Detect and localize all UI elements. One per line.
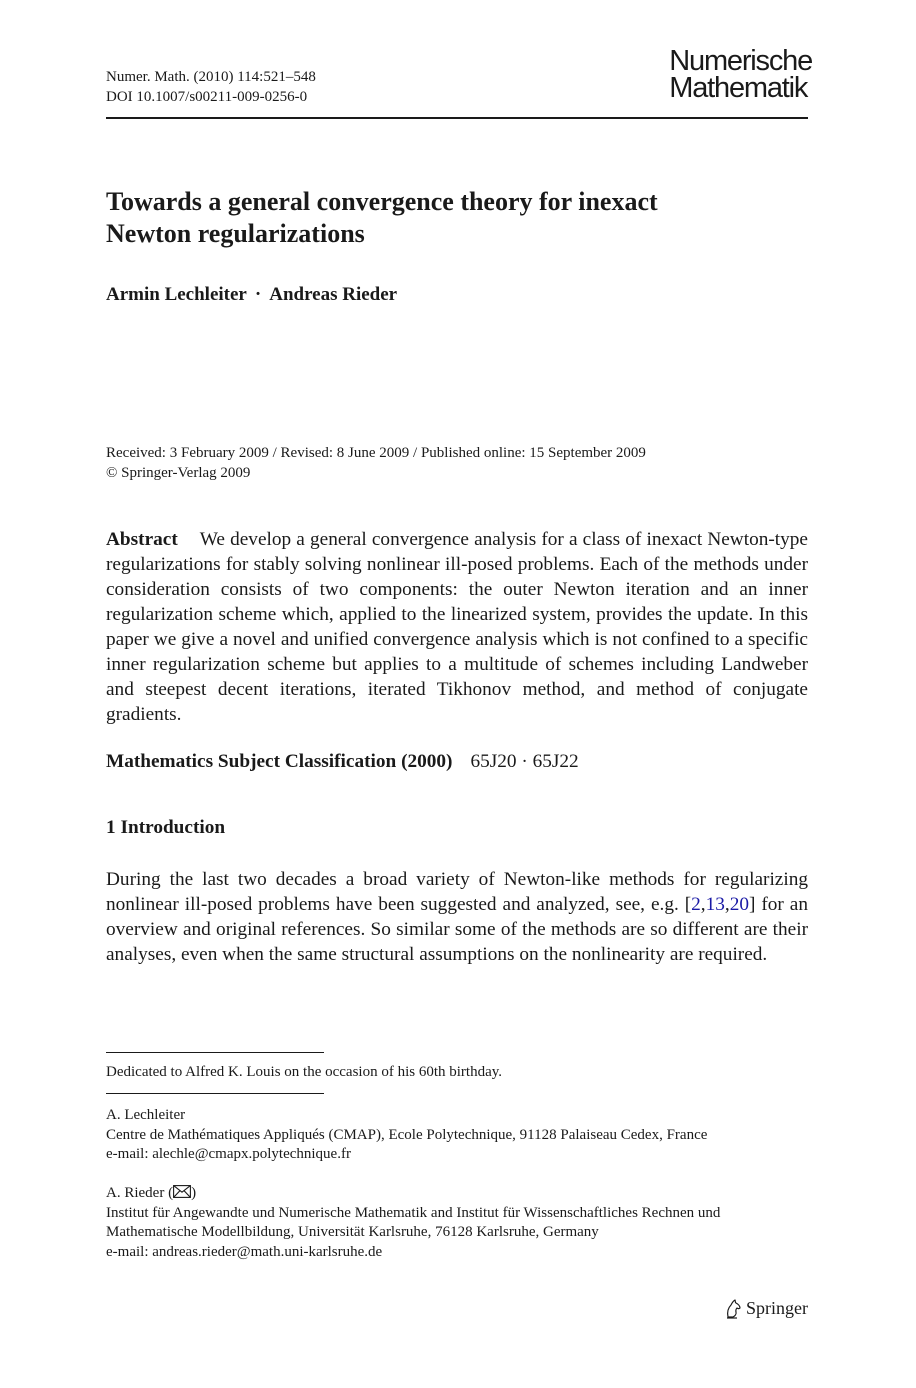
footnote-divider: [106, 1093, 324, 1094]
section-heading: 1 Introduction: [106, 817, 226, 838]
affiliation-name-close: ): [191, 1185, 197, 1201]
author-name: Armin Lechleiter: [106, 284, 247, 305]
springer-horse-icon: [724, 1299, 742, 1319]
springer-logo: [724, 1298, 808, 1319]
copyright-notice: © Springer-Verlag 2009: [106, 465, 251, 481]
citation-link[interactable]: 20: [729, 894, 750, 915]
title-line-1: Towards a general convergence theory for inexact: [106, 187, 658, 216]
abstract-text: We develop a general convergence analysis for a class of inexact Newton-type regularizations for stably solving nonlinear ill-posed problems. Each of the methods under consideration consists of two components: the outer Newton iteration and an inner regularization scheme which, applied to the linearized system, provides the update. In this paper we give a novel and unified convergence analysis which is not confined to a specific inner regularization scheme but applies to a multitude of schemes including Landweber and steepest decent iterations, iterated Tikhonov method, and method of conjugate gradients.: [106, 529, 808, 725]
affiliation-institution: Centre de Mathématiques Appliqués (CMAP), Ecole Polytechnique, 91128 Palaiseau Cedex, France: [106, 1126, 708, 1143]
abstract-label: Abstract: [106, 529, 178, 550]
paper-title: [106, 186, 806, 250]
affiliation-institution-line: Institut für Angewandte und Numerische Mathematik and Institut für Wissenschaftliches Rechnen und: [106, 1204, 721, 1221]
header-divider: [106, 117, 808, 119]
msc-codes: 65J20 · 65J22: [470, 751, 579, 772]
author-separator: ·: [254, 284, 262, 305]
citation-link[interactable]: 13: [705, 894, 725, 915]
affiliation-name: A. Lechleiter: [106, 1107, 186, 1123]
publication-history: [106, 443, 646, 483]
intro-text: During the last two decades a broad variety of Newton-like methods for regularizing nonlinear ill-posed problems have been suggested and analyzed, see, e.g. [: [106, 869, 808, 915]
journal-logo-line2: Mathematik: [669, 72, 808, 104]
affiliation-name-row: [106, 1184, 808, 1204]
msc-label: Mathematics Subject Classification (2000): [106, 751, 453, 772]
envelope-icon: [173, 1185, 191, 1198]
citation-link[interactable]: 2: [691, 894, 701, 915]
affiliation-rieder: [106, 1184, 808, 1262]
doi-line: DOI 10.1007/s00211-009-0256-0: [106, 89, 308, 105]
affiliation-name: A. Rieder (: [106, 1185, 174, 1201]
journal-citation: [106, 67, 316, 107]
journal-logo-line1: Numerische: [669, 45, 812, 77]
author-list: [106, 284, 397, 306]
introduction-paragraph: During the last two decades a broad variety of Newton-like methods for regularizing nonlinear ill-posed problems have been suggested and analyzed, see, e.g. [2,13,20] for an overview and original references. So similar some of the methods are so different are their analyses, even when the same structural assumptions on the nonlinearity are required.: [106, 869, 808, 965]
affiliation-institution-line: Mathematische Modellbildung, Universität Karlsruhe, 76128 Karlsruhe, Germany: [106, 1224, 599, 1240]
msc-classification: [106, 751, 579, 773]
affiliation-email: e-mail: andreas.rieder@math.uni-karlsruhe.de: [106, 1243, 383, 1260]
affiliation-email: e-mail: alechle@cmapx.polytechnique.fr: [106, 1146, 351, 1162]
abstract: [106, 527, 808, 727]
received-dates: Received: 3 February 2009 / Revised: 8 June 2009 / Published online: 15 September 2009: [106, 445, 646, 461]
author-name: Andreas Rieder: [269, 284, 398, 305]
footnote-divider: [106, 1052, 324, 1053]
journal-logo: [669, 45, 812, 104]
affiliation-lechleiter: [106, 1106, 808, 1165]
citation-line: Numer. Math. (2010) 114:521–548: [106, 69, 316, 85]
dedication-footnote: Dedicated to Alfred K. Louis on the occasion of his 60th birthday.: [106, 1064, 503, 1080]
intro-text-continued: ] for an overview and original references. So similar some of the methods are so different are their analyses, even when the same structural assumptions on the nonlinearity are required.: [106, 894, 808, 965]
title-line-2: Newton regularizations: [106, 219, 365, 248]
publisher-name: Springer: [746, 1298, 808, 1318]
